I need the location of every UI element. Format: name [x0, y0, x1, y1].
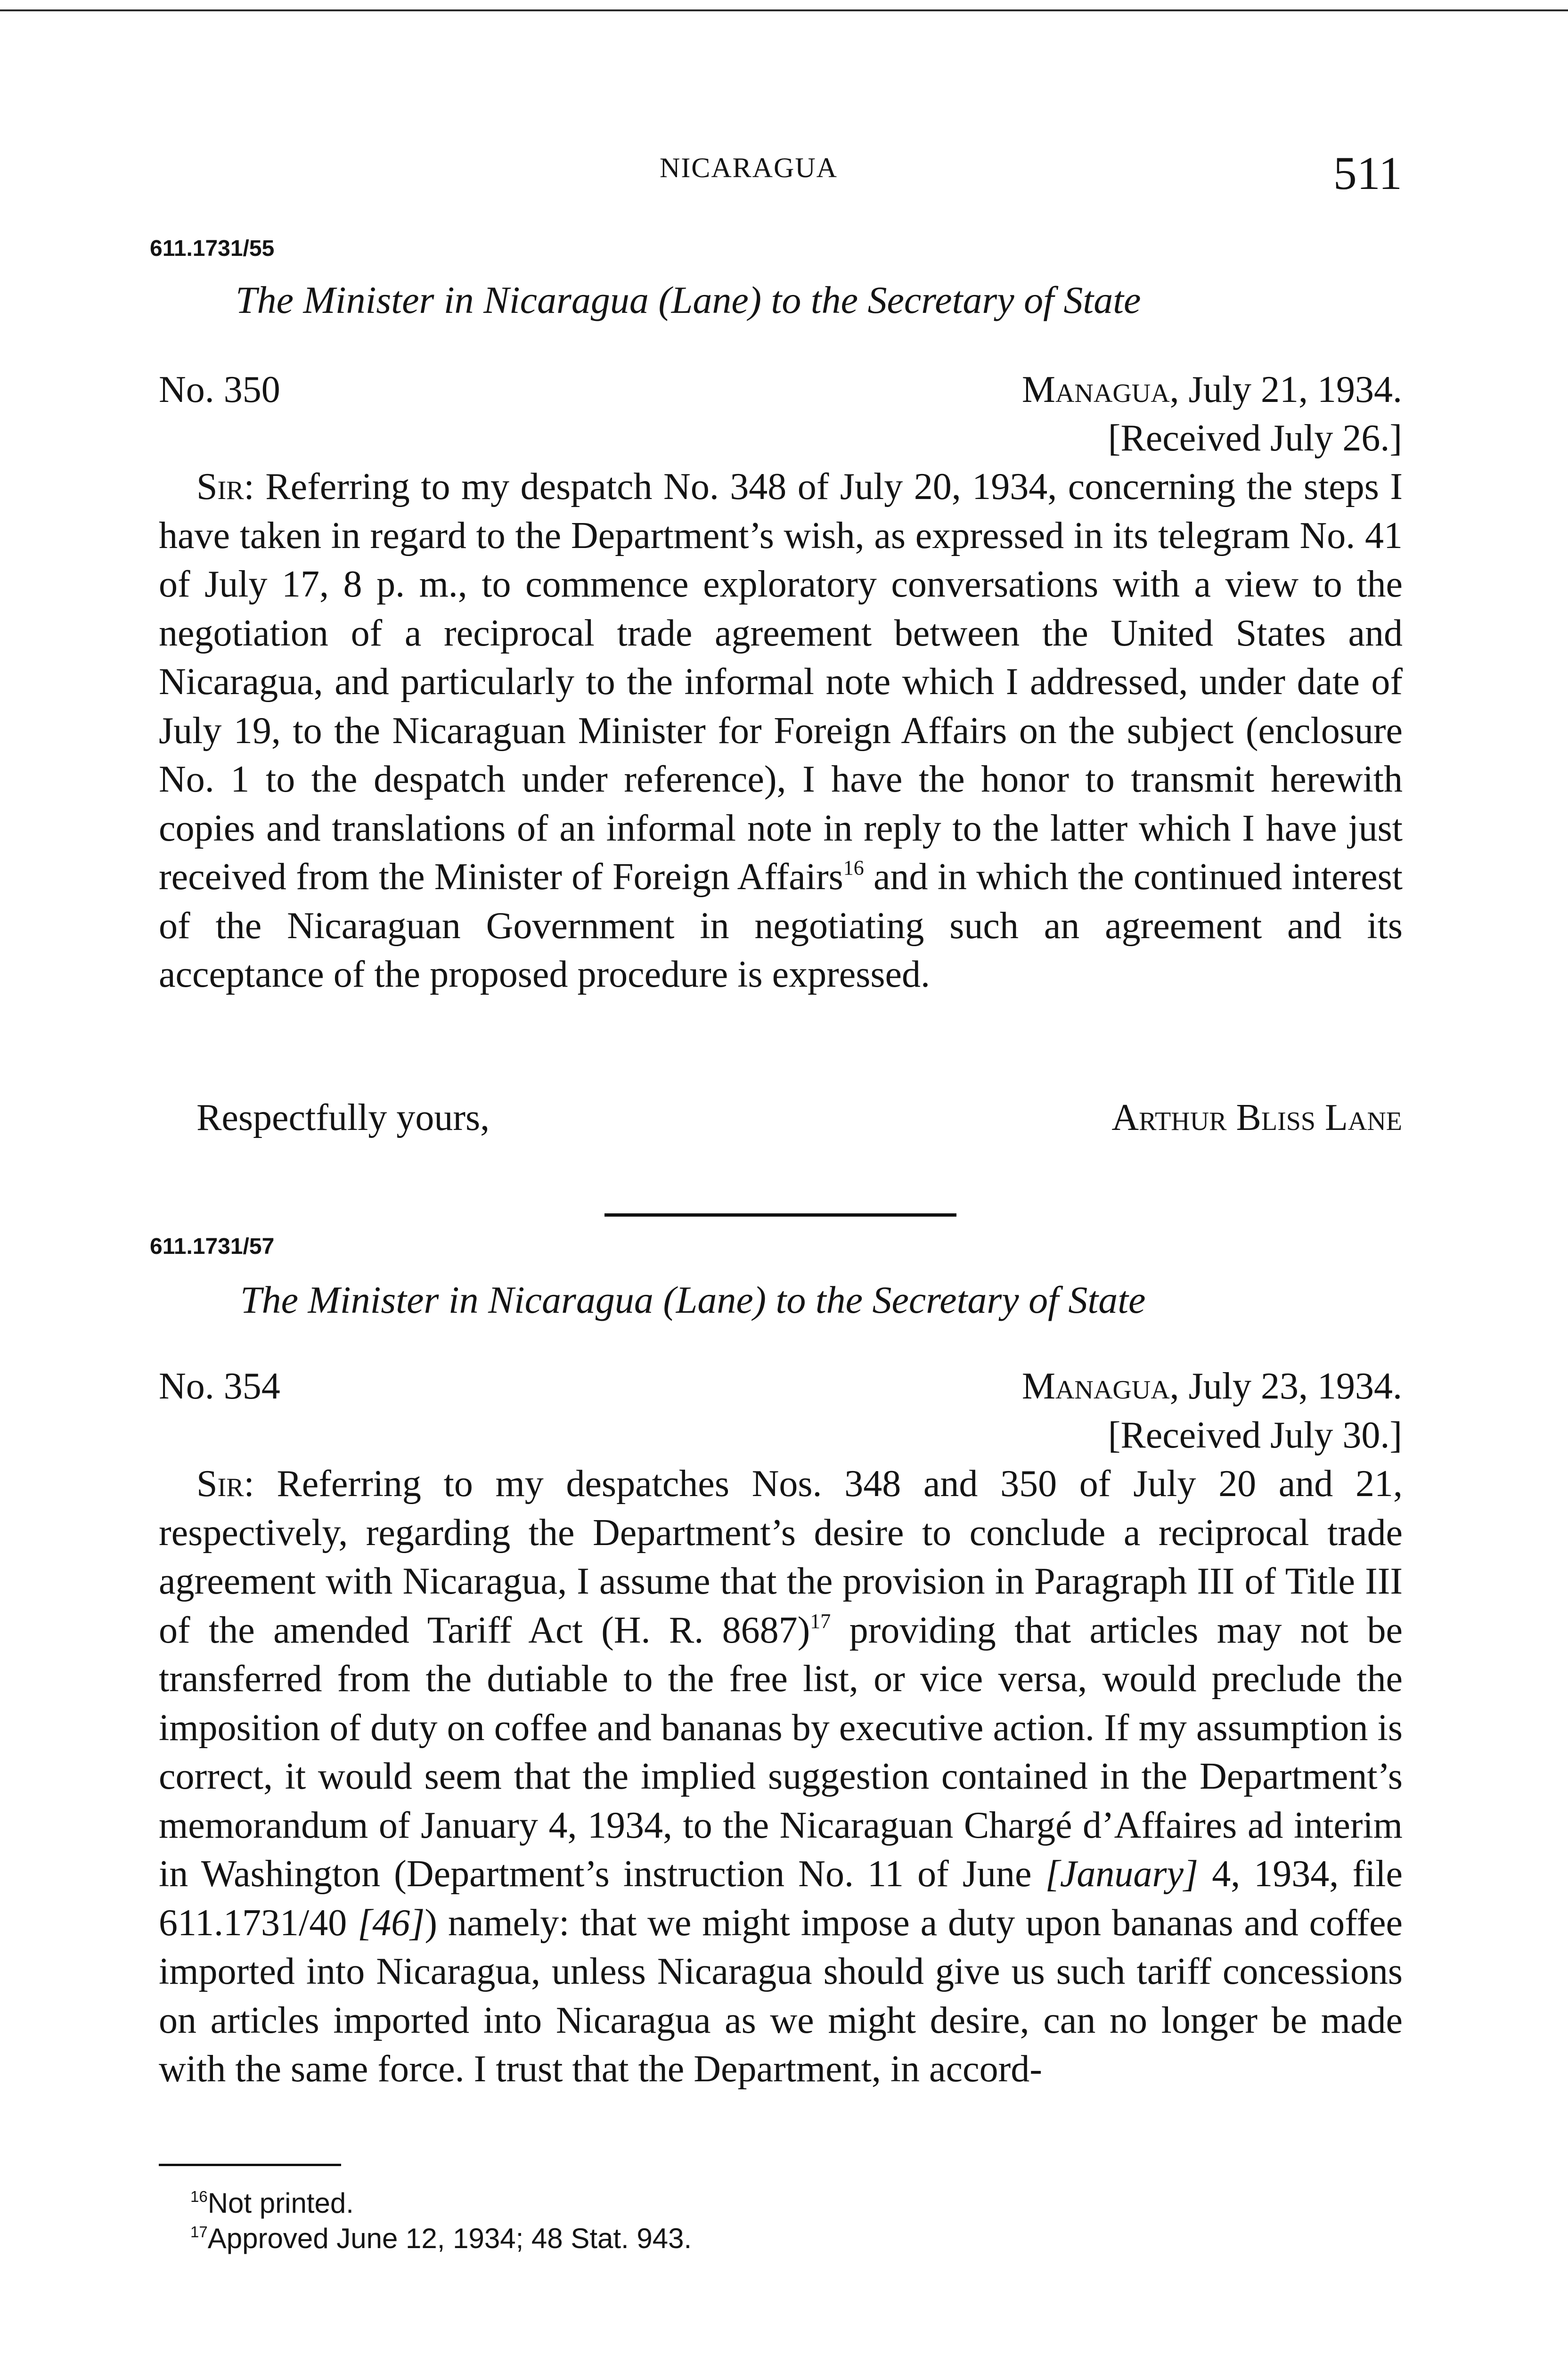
dateline	[1022, 366, 1402, 414]
body-text-1: : Referring to my despatches Nos. 348 and 350 of July 20 and 21, respectively, regarding the Department’s desire to conclude a reciprocal trade agreement with Nicaragua, I assume that the provision in Paragraph III of Title III of the amended Tariff Act (H. R. 8687)	[159, 1463, 1403, 1651]
document-heading: The Minister in Nicaragua (Lane) to the Secretary of State	[236, 278, 1141, 321]
footnote-text: Not printed.	[207, 2187, 354, 2219]
file-number: 611.1731/57	[150, 1234, 275, 1259]
received-date: [Received July 26.]	[1108, 417, 1402, 459]
dateline-place: Managua	[1021, 1366, 1170, 1407]
footnote	[190, 2185, 354, 2221]
page-top-edge-line	[0, 9, 1568, 11]
footnote-divider	[159, 2164, 341, 2166]
body-text-3: 4, 1934, file 611.1731/40	[159, 1853, 1403, 1944]
despatch-number: No. 354	[159, 1366, 280, 1407]
section-divider	[604, 1213, 956, 1217]
letter-body	[159, 1460, 1403, 2094]
body-text-2: and in which the continued interest of the Nicaraguan Government in negotiating such an agreement and its acceptance of the proposed procedure is expressed.	[159, 856, 1403, 995]
closing: Respectfully yours,	[196, 1097, 490, 1138]
dateline-place: Managua	[1021, 369, 1170, 410]
running-title: NICARAGUA	[660, 152, 838, 183]
page-number: 511	[1333, 147, 1402, 199]
footnote-text: Approved June 12, 1934; 48 Stat. 943.	[207, 2223, 692, 2254]
salutation: Sir	[196, 1463, 244, 1505]
file-number: 611.1731/55	[150, 236, 275, 261]
footnote	[190, 2221, 692, 2256]
document-heading: The Minister in Nicaragua (Lane) to the Secretary of State	[240, 1278, 1146, 1321]
letter-body	[159, 463, 1403, 999]
dateline-date: , July 23, 1934.	[1169, 1366, 1402, 1407]
body-text-2: providing that articles may not be transferred from the dutiable to the free list, or vice versa, would preclude the imposition of duty on coffee and bananas by executive action. If my assumption is correct, it would seem that the implied suggestion contained in the Department’s memorandum of January 4, 1934, to the Nicaraguan Chargé d’Affaires ad interim in Washington (Department’s instruction No. 11 of June	[159, 1609, 1403, 1895]
editorial-insert: [January]	[1045, 1853, 1199, 1895]
body-text-4: ) namely: that we might impose a duty upon bananas and coffee imported into Nicaragua, unless Nicaragua should give us such tariff concessions on articles imported into Nicaragua as we might desire, can no longer be made with the same force. I trust that the Department, in accord-	[159, 1902, 1403, 2090]
signature: Arthur Bliss Lane	[1111, 1097, 1402, 1138]
dateline	[1022, 1362, 1402, 1411]
received-date: [Received July 30.]	[1108, 1415, 1402, 1456]
body-text-1: : Referring to my despatch No. 348 of July 20, 1934, concerning the steps I have taken in regard to the Department’s wish, as expressed in its telegram No. 41 of July 17, 8 p. m., to commence exploratory conversations with a view to the negotiation of a reciprocal trade agreement between the United States and Nicaragua, and particularly to the informal note which I addressed, under date of July 19, to the Nicaraguan Minister for Foreign Affairs on the subject (enclosure No. 1 to the despatch under reference), I have the honor to transmit herewith copies and translations of an informal note in reply to the latter which I have just received from the Minister of Foreign Affairs	[159, 466, 1403, 898]
footnote-ref-17: 17	[810, 1609, 831, 1633]
despatch-number: No. 350	[159, 369, 280, 410]
footnote-mark: 17	[190, 2223, 208, 2241]
dateline-date: , July 21, 1934.	[1169, 369, 1402, 410]
salutation: Sir	[196, 466, 244, 507]
editorial-insert: [46]	[358, 1902, 425, 1944]
footnote-mark: 16	[190, 2187, 208, 2205]
footnote-ref-16: 16	[843, 856, 864, 880]
